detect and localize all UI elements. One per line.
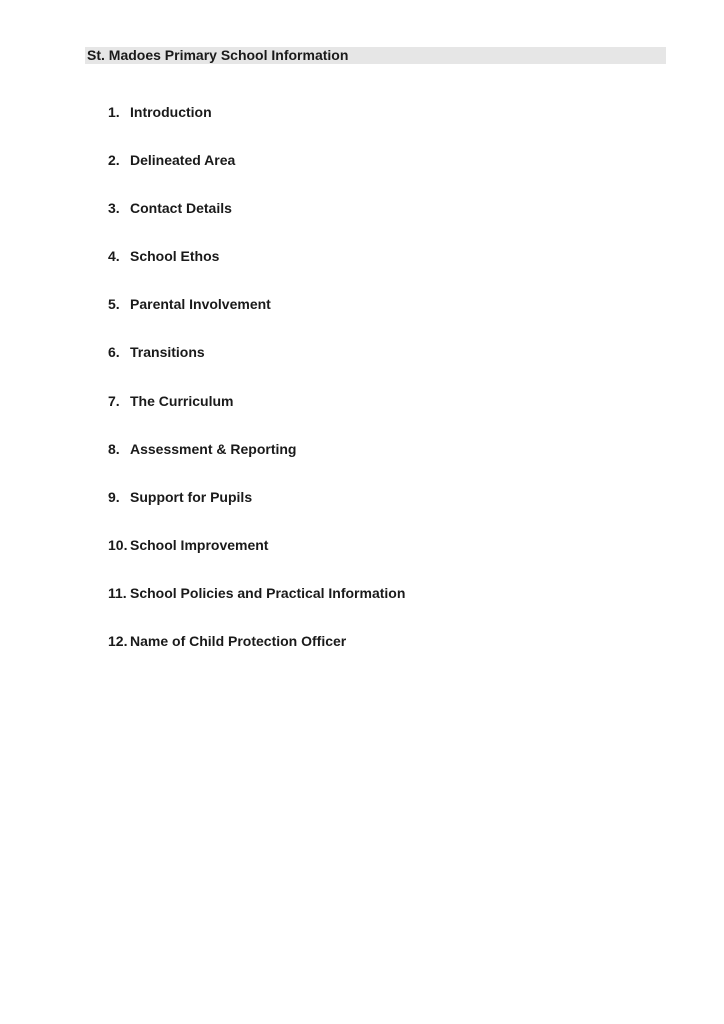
toc-item-label: Parental Involvement — [130, 296, 271, 312]
toc-item-number: 3. — [108, 200, 120, 216]
toc-item-number: 8. — [108, 441, 120, 457]
toc-item-label: Delineated Area — [130, 152, 236, 168]
toc-item-number: 1. — [108, 104, 120, 120]
toc-item-number: 10. — [108, 537, 128, 553]
toc-item-label: Contact Details — [130, 200, 232, 216]
page-title: St. Madoes Primary School Information — [87, 47, 349, 63]
toc-item-label: Transitions — [130, 344, 205, 360]
toc-item-label: Assessment & Reporting — [130, 441, 297, 457]
toc-item-label: School Policies and Practical Information — [130, 585, 406, 601]
toc-item-number: 5. — [108, 296, 120, 312]
toc-item-number: 6. — [108, 344, 120, 360]
toc-item-label: The Curriculum — [130, 393, 234, 409]
toc-item-label: Support for Pupils — [130, 489, 253, 505]
toc-item-number: 2. — [108, 152, 120, 168]
toc-item-label: School Improvement — [130, 537, 269, 553]
toc-item-number: 11. — [108, 585, 127, 601]
toc-item-number: 9. — [108, 489, 120, 505]
toc-item-label: Introduction — [130, 104, 212, 120]
toc-item-number: 12. — [108, 633, 128, 649]
toc-item-number: 7. — [108, 393, 120, 409]
toc-item-label: School Ethos — [130, 248, 220, 264]
toc-item-number: 4. — [108, 248, 120, 264]
title-bar — [85, 47, 666, 64]
toc-item-label: Name of Child Protection Officer — [130, 633, 347, 649]
